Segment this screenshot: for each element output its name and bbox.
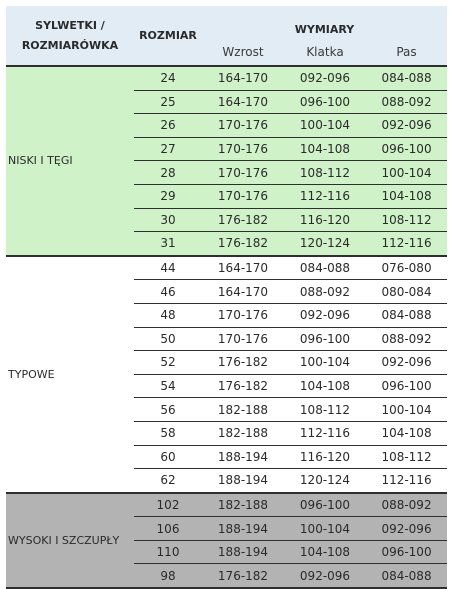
height-cell: 176-182 xyxy=(202,351,284,375)
height-cell: 188-194 xyxy=(202,540,284,564)
chest-cell: 092-096 xyxy=(284,564,366,588)
chest-cell: 096-100 xyxy=(284,493,366,517)
size-cell: 60 xyxy=(134,445,202,469)
chest-cell: 104-108 xyxy=(284,374,366,398)
waist-cell: 108-112 xyxy=(366,208,447,232)
waist-cell: 096-100 xyxy=(366,540,447,564)
height-cell: 170-176 xyxy=(202,114,284,138)
waist-cell: 112-116 xyxy=(366,232,447,256)
height-cell: 176-182 xyxy=(202,232,284,256)
size-cell: 28 xyxy=(134,161,202,185)
waist-cell: 092-096 xyxy=(366,351,447,375)
chest-cell: 100-104 xyxy=(284,351,366,375)
group-label: TYPOWE xyxy=(6,256,134,493)
height-cell: 170-176 xyxy=(202,161,284,185)
waist-cell: 100-104 xyxy=(366,398,447,422)
waist-cell: 108-112 xyxy=(366,445,447,469)
group-label: WYSOKI I SZCZUPŁY xyxy=(6,493,134,588)
size-cell: 52 xyxy=(134,351,202,375)
chest-cell: 108-112 xyxy=(284,398,366,422)
table-header xyxy=(6,6,447,66)
height-cell: 164-170 xyxy=(202,66,284,90)
waist-cell: 080-084 xyxy=(366,280,447,304)
group-section xyxy=(6,256,447,493)
size-cell: 26 xyxy=(134,114,202,138)
size-column-header: ROZMIAR xyxy=(134,6,202,66)
height-cell: 182-188 xyxy=(202,398,284,422)
chest-cell: 120-124 xyxy=(284,232,366,256)
chest-cell: 100-104 xyxy=(284,114,366,138)
height-cell: 170-176 xyxy=(202,327,284,351)
height-cell: 170-176 xyxy=(202,303,284,327)
waist-cell: 092-096 xyxy=(366,114,447,138)
chest-column-header: Klatka xyxy=(284,38,366,66)
size-cell: 31 xyxy=(134,232,202,256)
waist-cell: 096-100 xyxy=(366,374,447,398)
height-cell: 188-194 xyxy=(202,469,284,493)
table-row xyxy=(6,256,447,280)
chest-cell: 096-100 xyxy=(284,327,366,351)
waist-cell: 092-096 xyxy=(366,517,447,541)
height-cell: 176-182 xyxy=(202,208,284,232)
chest-cell: 092-096 xyxy=(284,66,366,90)
height-cell: 170-176 xyxy=(202,137,284,161)
waist-cell: 076-080 xyxy=(366,256,447,280)
chest-cell: 104-108 xyxy=(284,540,366,564)
waist-cell: 088-092 xyxy=(366,90,447,114)
silhouette-header-line1: SYLWETKI / xyxy=(35,18,105,32)
size-cell: 54 xyxy=(134,374,202,398)
height-cell: 164-170 xyxy=(202,280,284,304)
chest-cell: 108-112 xyxy=(284,161,366,185)
size-cell: 48 xyxy=(134,303,202,327)
waist-cell: 096-100 xyxy=(366,137,447,161)
chest-cell: 116-120 xyxy=(284,445,366,469)
waist-cell: 084-088 xyxy=(366,66,447,90)
size-cell: 106 xyxy=(134,517,202,541)
height-cell: 188-194 xyxy=(202,445,284,469)
size-cell: 50 xyxy=(134,327,202,351)
size-cell: 25 xyxy=(134,90,202,114)
size-cell: 29 xyxy=(134,184,202,208)
chest-cell: 088-092 xyxy=(284,280,366,304)
size-cell: 56 xyxy=(134,398,202,422)
height-cell: 176-182 xyxy=(202,374,284,398)
chest-cell: 112-116 xyxy=(284,421,366,445)
group-label: NISKI I TĘGI xyxy=(6,66,134,256)
waist-cell: 112-116 xyxy=(366,469,447,493)
measurements-header: WYMIARY xyxy=(202,6,447,38)
table-row xyxy=(6,493,447,517)
group-section xyxy=(6,493,447,588)
size-cell: 27 xyxy=(134,137,202,161)
height-cell: 164-170 xyxy=(202,90,284,114)
size-cell: 30 xyxy=(134,208,202,232)
height-cell: 164-170 xyxy=(202,256,284,280)
waist-cell: 084-088 xyxy=(366,564,447,588)
chest-cell: 112-116 xyxy=(284,184,366,208)
silhouette-column-header xyxy=(6,6,134,66)
height-cell: 182-188 xyxy=(202,493,284,517)
waist-column-header: Pas xyxy=(366,38,447,66)
size-table xyxy=(6,6,447,589)
height-cell: 176-182 xyxy=(202,564,284,588)
silhouette-header-line2: ROZMIARÓWKA xyxy=(21,38,119,52)
size-cell: 46 xyxy=(134,280,202,304)
waist-cell: 084-088 xyxy=(366,303,447,327)
size-cell: 62 xyxy=(134,469,202,493)
waist-cell: 088-092 xyxy=(366,327,447,351)
height-cell: 188-194 xyxy=(202,517,284,541)
size-cell: 58 xyxy=(134,421,202,445)
height-column-header: Wzrost xyxy=(202,38,284,66)
chest-cell: 104-108 xyxy=(284,137,366,161)
size-cell: 44 xyxy=(134,256,202,280)
chest-cell: 116-120 xyxy=(284,208,366,232)
height-cell: 182-188 xyxy=(202,421,284,445)
group-section xyxy=(6,66,447,256)
height-cell: 170-176 xyxy=(202,184,284,208)
chest-cell: 100-104 xyxy=(284,517,366,541)
chest-cell: 092-096 xyxy=(284,303,366,327)
chest-cell: 120-124 xyxy=(284,469,366,493)
size-cell: 102 xyxy=(134,493,202,517)
waist-cell: 088-092 xyxy=(366,493,447,517)
waist-cell: 104-108 xyxy=(366,184,447,208)
table-row xyxy=(6,66,447,90)
size-cell: 98 xyxy=(134,564,202,588)
chest-cell: 084-088 xyxy=(284,256,366,280)
chest-cell: 096-100 xyxy=(284,90,366,114)
size-cell: 24 xyxy=(134,66,202,90)
waist-cell: 100-104 xyxy=(366,161,447,185)
waist-cell: 104-108 xyxy=(366,421,447,445)
size-cell: 110 xyxy=(134,540,202,564)
